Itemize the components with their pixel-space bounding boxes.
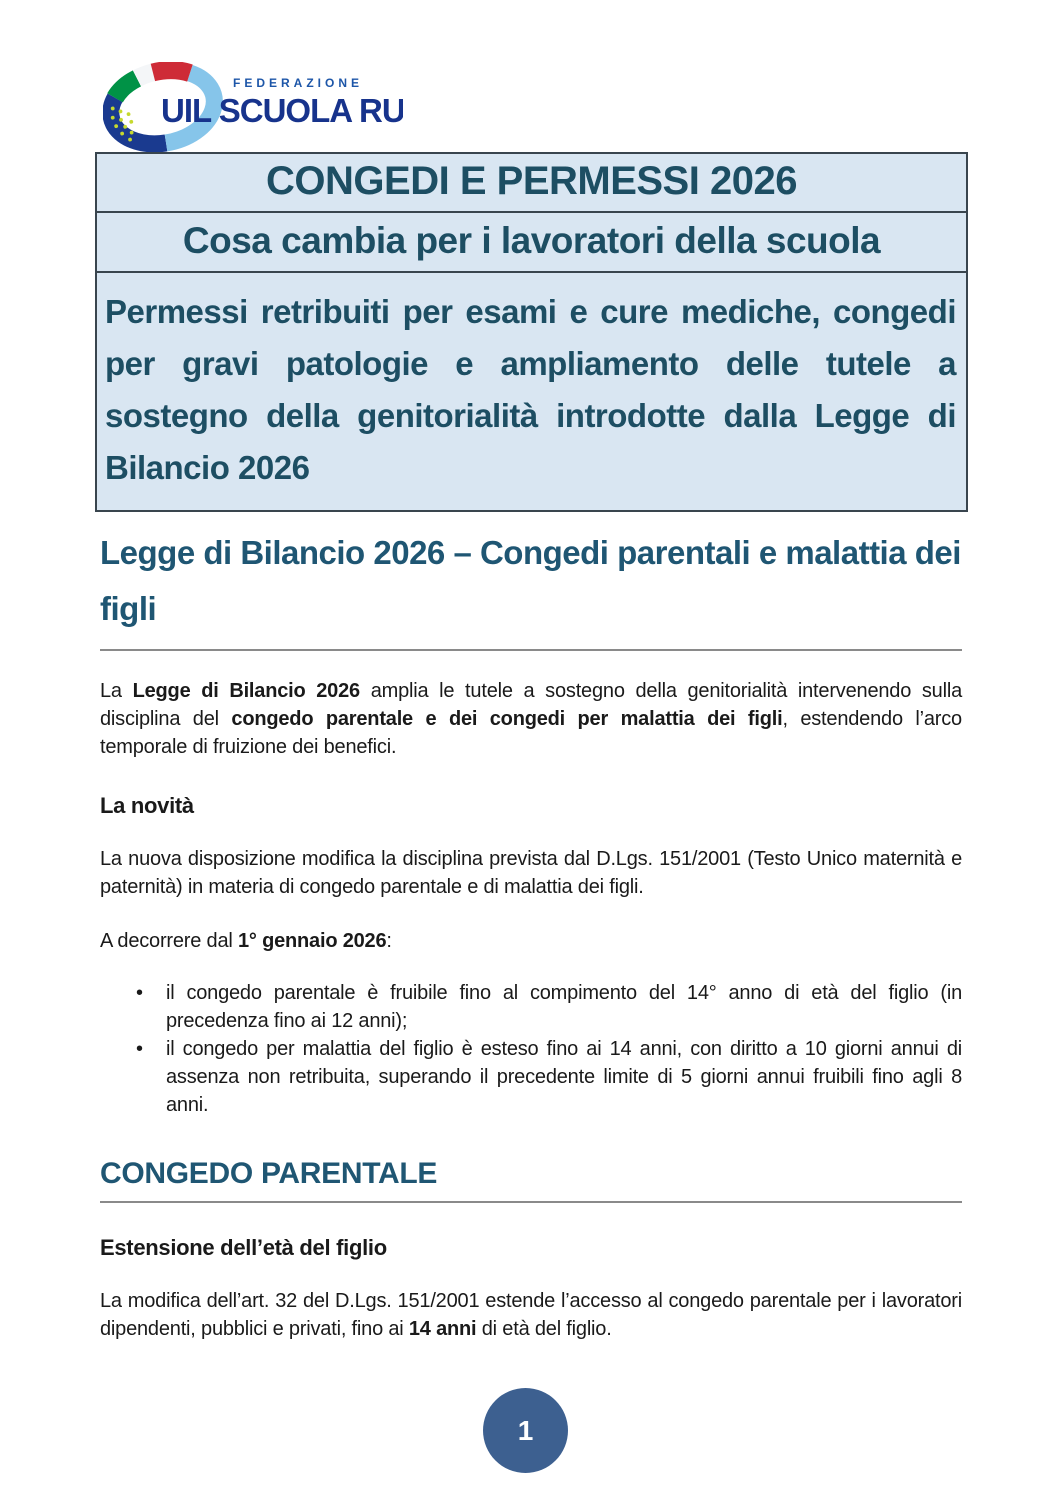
novita-heading: La novità [100,793,194,818]
intro-paragraph: La Legge di Bilancio 2026 amplia le tutele a sostegno della genitorialità intervenendo sulla disciplina del congedo parentale e dei congedi per malattia dei figli, estendendo l’arco temporale di fruizione dei benefici. [100,680,963,758]
estensione-heading: Estensione dell’età del figlio [100,1235,387,1260]
bullet-list [100,979,962,1119]
banner-summary: Permessi retribuiti per esami e cure mediche, congedi per gravi patologie e ampliamento delle tutele a sostegno della genitorialità introdotte dalla Legge di Bilancio 2026 [105,293,956,486]
uil-scuola-rua-logo [103,62,403,152]
list-item [100,979,962,1035]
title-banner [95,152,968,512]
uil-ring-logo-icon [103,62,403,152]
list-item [100,1035,962,1119]
page-number-badge [483,1388,568,1473]
decorrenza-paragraph: A decorrere dal 1° gennaio 2026: [100,930,392,952]
chapter-divider [100,1201,962,1203]
logo-federation-label: FEDERAZIONE [233,76,364,90]
bullet-icon: • [136,1038,143,1060]
section-title: Legge di Bilancio 2026 – Congedi parentali e malattia dei figli [100,534,961,627]
page-number: 1 [517,1414,534,1446]
estensione-paragraph: La modifica dell’art. 32 del D.Lgs. 151/2001 estende l’accesso al congedo parentale per i lavoratori dipendenti, pubblici e privati, fino ai 14 anni di età del figlio. [100,1290,962,1340]
chapter-title: CONGEDO PARENTALE [100,1157,438,1190]
section-divider [100,649,962,651]
logo-name-text: UIL SCUOLA RUA [161,92,403,129]
bullet-icon: • [136,982,143,1004]
banner-subtitle: Cosa cambia per i lavoratori della scuola [97,213,966,273]
bullet-text: il congedo per malattia del figlio è esteso fino ai 14 anni, con diritto a 10 giorni annui di assenza non retribuita, superando il precedente limite di 5 giorni annui fruibili fino agli 8 anni. [166,1038,962,1116]
bullet-text: il congedo parentale è fruibile fino al compimento del 14° anno di età del figlio (in precedenza fino ai 12 anni); [166,982,962,1032]
banner-main-title: CONGEDI E PERMESSI 2026 [97,154,966,213]
novita-paragraph: La nuova disposizione modifica la disciplina prevista dal D.Lgs. 151/2001 (Testo Unico maternità e paternità) in materia di congedo parentale e di malattia dei figli. [100,848,962,898]
document-body [100,470,962,1343]
